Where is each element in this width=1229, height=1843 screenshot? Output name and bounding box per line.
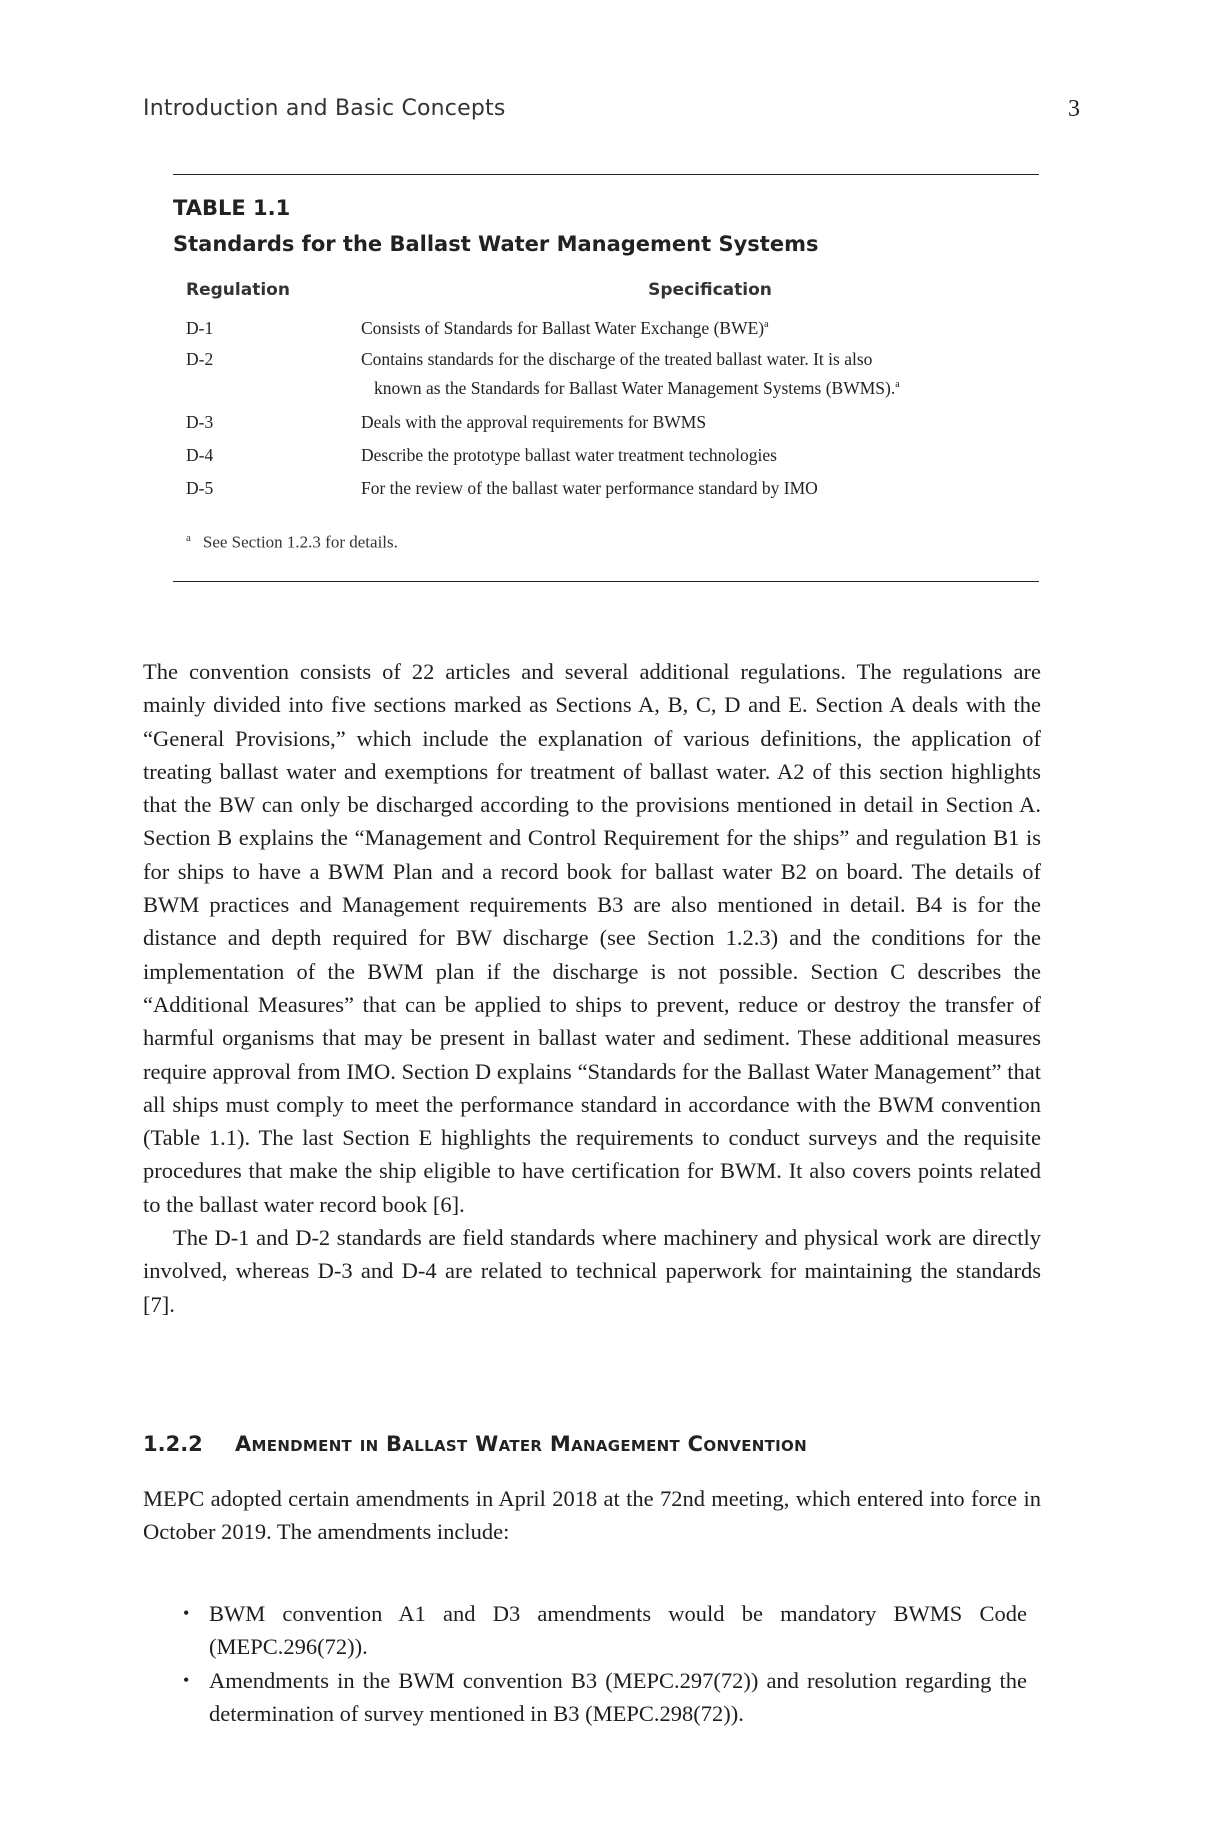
table-row-regulation: D-3 <box>186 412 214 432</box>
page-number: 3 <box>1068 96 1080 122</box>
paragraph: The convention consists of 22 articles and several additional regulations. The regulations are mainly divided into five sections marked as Sections A, B, C, D and E. Section A deals with the “General Provisions,” which include the explanation of various definitions, the application of treating ballast water and exemptions for treatment of ballast water. A2 of this section highlights that the BW can only be discharged according to the provisions mentioned in detail in Section A. Section B explains the “Management and Control Requirement for the ships” and regulation B1 is for ships to have a BWM Plan and a record book for ballast water B2 on board. The details of BWM practices and Management requirements B3 are also mentioned in detail. B4 is for the distance and depth required for BW discharge (see Section 1.2.3) and the conditions for the implementation of the BWM plan if the discharge is not possible. Section C describes the “Additional Measures” that can be applied to ships to prevent, reduce or destroy the transfer of harmful organisms that may be present in ballast water and sediment. These additional measures require approval from IMO. Section D explains “Standards for the Ballast Water Management” that all ships must comply to meet the performance standard in accordance with the BWM convention (Table 1.1). The last Section E highlights the requirements to conduct surveys and the requisite procedures that make the ship eligible to have certification for BWM. It also covers points related to the ballast water record book [6]. <box>143 659 1041 1217</box>
column-header-specification: Specification <box>648 280 772 300</box>
footnote-text: See Section 1.2.3 for details. <box>202 532 398 552</box>
table-top-rule <box>173 174 1039 175</box>
table-label: TABLE 1.1 <box>173 196 291 220</box>
column-header-regulation: Regulation <box>186 280 290 300</box>
table-bottom-rule <box>173 581 1039 582</box>
table-row-specification: Describe the prototype ballast water treatment technologies <box>361 445 777 465</box>
list-item <box>143 1597 1041 1664</box>
table-row-specification <box>361 349 1061 399</box>
table-footnote <box>186 532 398 553</box>
section-intro <box>143 1482 1041 1549</box>
running-header-title: Introduction and Basic Concepts <box>143 96 506 121</box>
list-item <box>143 1664 1041 1731</box>
specification-text: Consists of Standards for Ballast Water Exchange (BWE) <box>361 318 765 338</box>
amendments-list <box>143 1597 1041 1730</box>
table-row-regulation: D-5 <box>186 478 214 498</box>
table-title: Standards for the Ballast Water Management Systems <box>173 232 819 256</box>
specification-text: Contains standards for the discharge of the treated ballast water. It is also <box>361 349 873 369</box>
table-row-regulation: D-4 <box>186 445 214 465</box>
section-title: Amendment in Ballast Water Management Convention <box>235 1432 807 1456</box>
section-number: 1.2.2 <box>143 1432 203 1456</box>
bullet-icon: • <box>183 1669 190 1690</box>
list-item-text: Amendments in the BWM convention B3 (MEPC.297(72)) and resolution regarding the determination of survey mentioned in B3 (MEPC.298(72)). <box>209 1667 1027 1726</box>
table-row-regulation: D-1 <box>186 318 214 338</box>
section-heading <box>143 1432 807 1456</box>
table-row-regulation: D-2 <box>186 349 214 369</box>
table-row-specification: For the review of the ballast water performance standard by IMO <box>361 478 818 498</box>
body-text <box>143 655 1041 1321</box>
list-item-text: BWM convention A1 and D3 amendments would be mandatory BWMS Code (MEPC.296(72)). <box>209 1601 1027 1660</box>
table-row-specification: Deals with the approval requirements for BWMS <box>361 412 707 432</box>
specification-text-continued <box>361 378 1061 399</box>
footnote-mark: a <box>186 532 191 544</box>
specification-cont-text: known as the Standards for Ballast Water Management Systems (BWMS). <box>374 378 896 398</box>
table-row-specification <box>361 318 1061 339</box>
footnote-ref: a <box>895 379 900 391</box>
paragraph: MEPC adopted certain amendments in April 2018 at the 72nd meeting, which entered into force in October 2019. The amendments include: <box>143 1486 1041 1545</box>
paragraph: The D-1 and D-2 standards are field standards where machinery and physical work are directly involved, whereas D-3 and D-4 are related to technical paperwork for maintaining the standards [7]. <box>143 1225 1041 1317</box>
footnote-ref: a <box>764 319 769 331</box>
bullet-icon: • <box>183 1603 190 1623</box>
